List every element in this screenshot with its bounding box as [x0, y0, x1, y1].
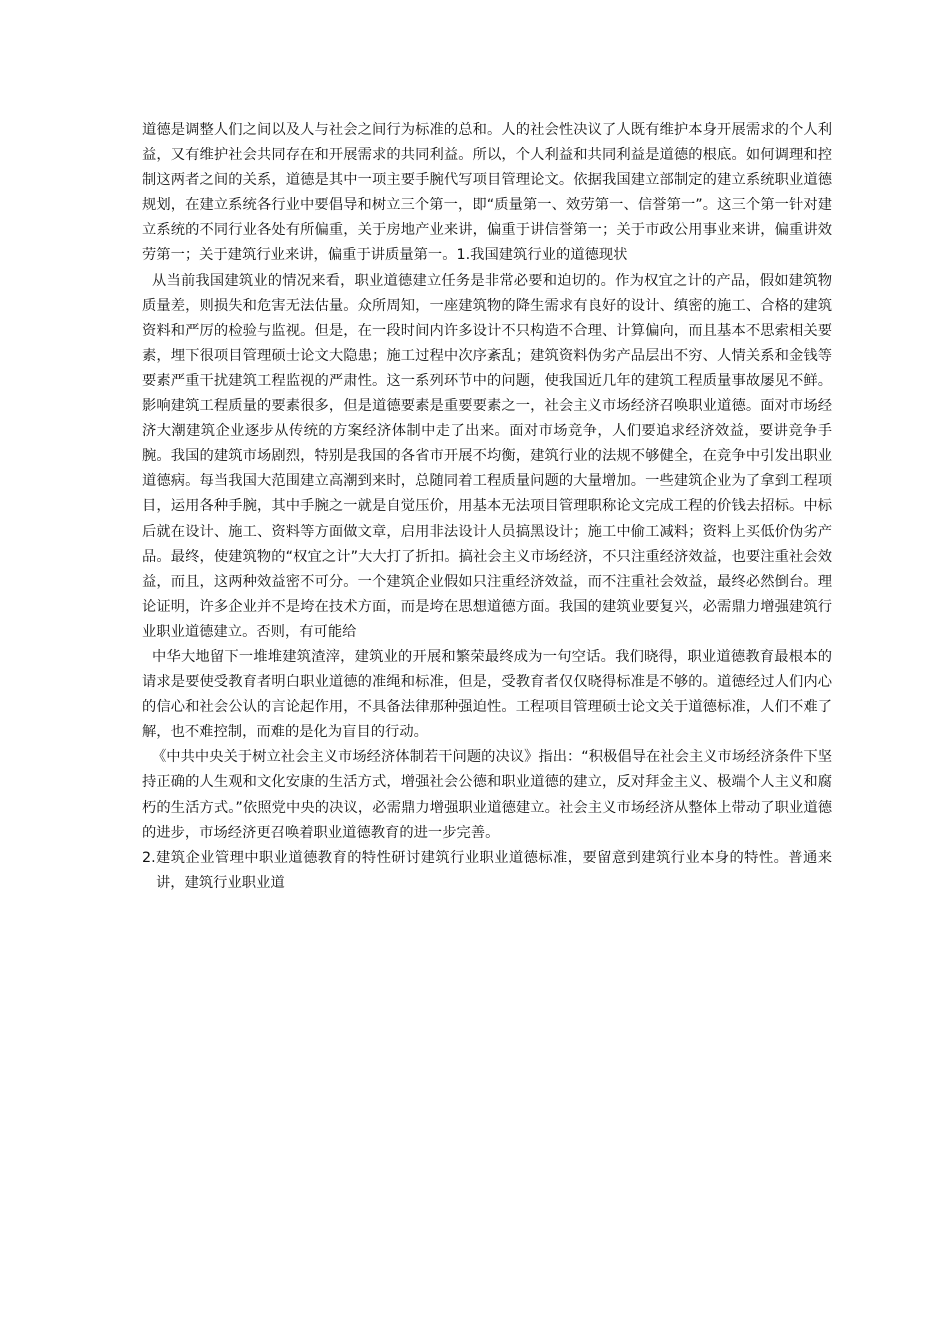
- paragraph-intro: 道德是调整人们之间以及人与社会之间行为标准的总和。人的社会性决议了人既有维护本身开展需求的个人利益，又有维护社会共同存在和开展需求的共同利益。所以，个人利益和共同利益是道德的根底。如何调理和控制这两者之间的关系，道德是其中一项主要手腕代写项目管理论文。依据我国建立部制定的建立系统职业道德规划，在建立系统各行业中要倡导和树立三个第一，即“质量第一、效劳第一、信誉第一”。这三个第一针对建立系统的不同行业各处有所偏重，关于房地产业来讲，偏重于讲信誉第一；关于市政公用事业来讲，偏重讲效劳第一；关于建筑行业来讲，偏重于讲质量第一。1.我国建筑行业的道德现状: [142, 122, 832, 264]
- document-body: [142, 118, 832, 896]
- paragraph-decision: 《中共中央关于树立社会主义市场经济体制若干问题的决议》指出：“积极倡导在社会主义市场经济条件下坚持正确的人生观和文化安康的生活方式，增强社会公德和职业道德的建立，反对拜金主义、极端个人主义和腐朽的生活方式。”依照党中央的决议，必需鼎力增强职业道德建立。社会主义市场经济从整体上带动了职业道德的进步，市场经济更召唤着职业道德教育的进一步完善。: [142, 749, 832, 841]
- paragraph-education: 中华大地留下一堆堆建筑渣滓，建筑业的开展和繁荣最终成为一句空话。我们晓得，职业道德教育最根本的请求是要使受教育者明白职业道德的准绳和标准，但是，受教育者仅仅晓得标准是不够的。道德经过人们内心的信心和社会公认的言论起作用，不具备法律那种强迫性。工程项目管理硕士论文关于道德标准，人们不难了解，也不难控制，而难的是化为盲目的行动。: [142, 648, 832, 741]
- paragraph-current-situation: 从当前我国建筑业的情况来看，职业道德建立任务是非常必要和迫切的。作为权宜之计的产品，假如建筑物质量差，则损失和危害无法估量。众所周知，一座建筑物的降生需求有良好的设计、缜密的施工、合格的建筑资料和严厉的检验与监视。但是，在一段时间内许多设计不只构造不合理、计算偏向，而且基本不思索相关要素，埋下很项目管理硕士论文大隐患；施工过程中次序紊乱；建筑资料伪劣产品层出不穷、人情关系和金钱等要素严重干扰建筑工程监视的严肃性。这一系列环节中的问题，使我国近几年的建筑工程质量事故屡见不鲜。影响建筑工程质量的要素很多，但是道德要素是重要要素之一，社会主义市场经济召唤职业道德。面对市场经济大潮建筑企业逐步从传统的方案经济体制中走了出来。面对市场竞争，人们要追求经济效益，要讲竞争手腕。我国的建筑市场剧烈，特别是我国的各省市开展不均衡，建筑行业的法规不够健全，在竞争中引发出职业道德病。每当我国大范围建立高潮到来时，总随同着工程质量问题的大量增加。一些建筑企业为了拿到工程项目，运用各种手腕，其中手腕之一就是自觉压价，用基本无法项目管理职称论文完成工程的价钱去招标。中标后就在设计、施工、资料等方面做文章，启用非法设计人员搞黑设计；施工中偷工减料；资料上买低价伪劣产品。最终，使建筑物的“权宜之计”大大打了折扣。搞社会主义市场经济，不只注重经济效益，也要注重社会效益，而且，这两种效益密不可分。一个建筑企业假如只注重经济效益，而不注重社会效益，最终必然倒台。理论证明，许多企业并不是垮在技术方面，而是垮在思想道德方面。我国的建筑业要复兴，必需鼎力增强建筑行业职业道德建立。否则，有可能给: [142, 272, 832, 640]
- paragraph-section-2: 2.建筑企业管理中职业道德教育的特性研讨建筑行业职业道德标准，要留意到建筑行业本身的特性。普通来讲，建筑行业职业道: [142, 849, 832, 891]
